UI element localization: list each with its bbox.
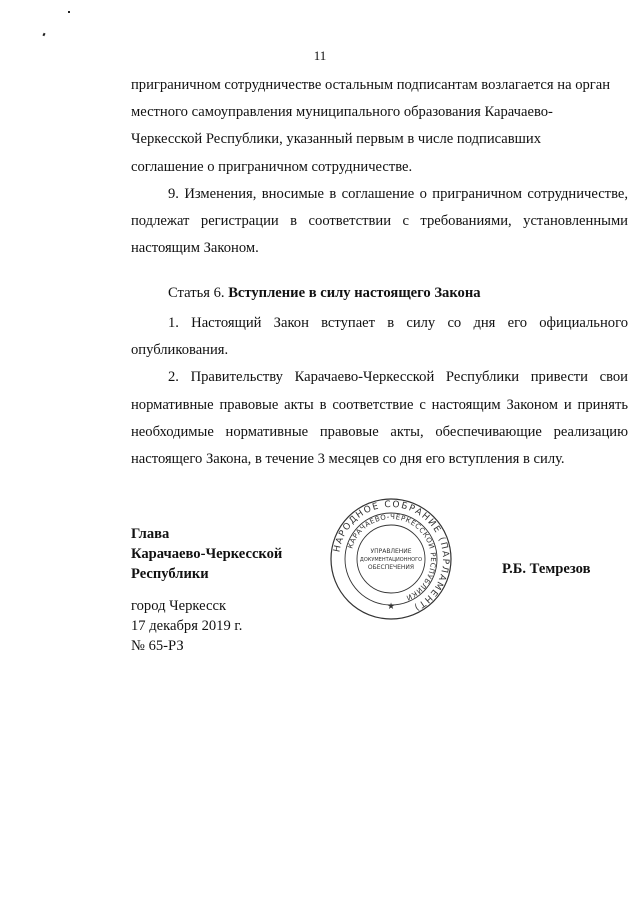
article-item: 2. Правительству Карачаево-Черкесской Республики привести свои нормативные правовые акты в соответствие с настоящим Законом и принять необходимые нормативные правовые акты, обеспечивающие реализацию настоящего Закона, в течение 3 месяцев со дня его вступления в силу. xyxy=(131,369,628,468)
paragraph-line: приграничном сотрудничестве остальным подписантам возлагается на орган xyxy=(131,77,611,93)
article-items xyxy=(131,310,628,473)
signatory-title-line: Карачаево-Черкесской xyxy=(131,546,283,562)
paragraph-line: местного самоуправления муниципального образования Карачаево- xyxy=(131,104,553,121)
signatory-title xyxy=(131,524,282,584)
signatory-title-line: Глава xyxy=(131,526,170,542)
seal-star-icon: ★ xyxy=(386,602,396,612)
paragraph-9-text: 9. Изменения, вносимые в соглашение о приграничном сотрудничестве, подлежат регистрации в соответствии с требованиями, установленными настоящим Законом. xyxy=(131,186,628,257)
page-number: 11 xyxy=(313,48,327,63)
article-title: Вступление в силу настоящего Закона xyxy=(228,285,481,301)
seal-center-line: ДОКУМЕНТАЦИОННОГО xyxy=(359,557,423,563)
paragraph-continuation xyxy=(131,72,628,181)
seal-inner-text: КАРАЧАЕВО-ЧЕРКЕССКОЙ РЕСПУБЛИКИ xyxy=(346,512,438,602)
paragraph-line: Черкесской Республики, указанный первым в числе подписавших xyxy=(131,131,541,148)
place-date-number xyxy=(131,596,242,656)
paragraph-line: соглашение о приграничном сотрудничестве. xyxy=(131,158,413,175)
article-prefix: Статья 6. xyxy=(168,285,225,301)
article-item: 1. Настоящий Закон вступает в силу со дня его официального опубликования. xyxy=(131,315,628,359)
scan-dot xyxy=(42,33,45,37)
seal-center-line: ОБЕСПЕЧЕНИЯ xyxy=(367,564,415,571)
official-seal xyxy=(329,497,453,621)
scan-dot xyxy=(68,11,70,13)
city: город Черкесск xyxy=(131,598,227,614)
law-number: № 65-РЗ xyxy=(131,638,184,654)
article-heading xyxy=(168,285,481,302)
paragraph-9 xyxy=(131,181,628,263)
seal-center-line: УПРАВЛЕНИЕ xyxy=(370,548,412,555)
seal-outer-text: НАРОДНОЕ СОБРАНИЕ (ПАРЛАМЕНТ) xyxy=(332,499,451,613)
signatory-title-line: Республики xyxy=(131,566,209,582)
signatory-name: Р.Б. Темрезов xyxy=(502,561,591,577)
date: 17 декабря 2019 г. xyxy=(131,618,243,634)
